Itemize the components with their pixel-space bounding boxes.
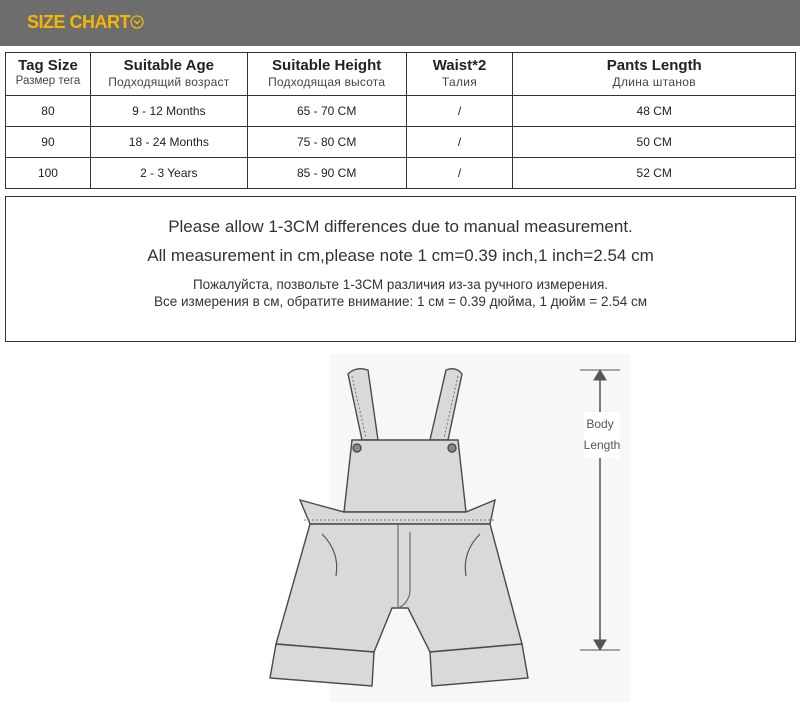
measure-label-body: Body bbox=[586, 417, 614, 431]
cell-height: 65 - 70 CM bbox=[247, 96, 406, 127]
measurement-notes bbox=[5, 196, 796, 342]
table-row bbox=[6, 127, 796, 158]
note-line: Please allow 1-3CM differences due to manual measurement. bbox=[168, 217, 633, 236]
left-leg-cuff bbox=[270, 644, 374, 686]
col-header-waist bbox=[406, 53, 513, 96]
table-row bbox=[6, 158, 796, 189]
measure-label-length: Length bbox=[583, 438, 621, 452]
col-header-sublabel: Талия bbox=[441, 75, 478, 89]
cell-tag-size: 90 bbox=[6, 127, 91, 158]
col-header-suitable-height bbox=[247, 53, 406, 96]
note-line: All measurement in cm,please note 1 cm=0.39 inch,1 inch=2.54 cm bbox=[147, 246, 654, 265]
cell-length: 48 CM bbox=[513, 96, 796, 127]
col-header-tag-size bbox=[6, 53, 91, 96]
cell-age: 18 - 24 Months bbox=[90, 127, 247, 158]
col-header-label: Waist*2 bbox=[432, 57, 487, 74]
col-header-label: Pants Length bbox=[606, 57, 702, 74]
cell-tag-size: 80 bbox=[6, 96, 91, 127]
size-chart-title: SIZE CHART bbox=[27, 12, 130, 32]
size-chart-header bbox=[0, 0, 800, 46]
bib bbox=[344, 440, 466, 512]
note-line: Все измерения в см, обратите внимание: 1 см = 0.39 дюйма, 1 дюйм = 2.54 см bbox=[153, 294, 648, 309]
col-header-sublabel: Подходящая высота bbox=[268, 75, 386, 89]
table-row bbox=[6, 96, 796, 127]
cell-age: 2 - 3 Years bbox=[90, 158, 247, 189]
col-header-label: Suitable Height bbox=[272, 57, 382, 74]
cell-waist: / bbox=[406, 127, 513, 158]
note-line: Пожалуйста, позвольте 1-3СМ различия из-за ручного измерения. bbox=[192, 277, 609, 292]
cell-height: 75 - 80 CM bbox=[247, 127, 406, 158]
cell-waist: / bbox=[406, 158, 513, 189]
chevron-down-circle-icon bbox=[130, 15, 144, 29]
col-header-label: Tag Size bbox=[18, 57, 78, 74]
cell-length: 52 CM bbox=[513, 158, 796, 189]
cell-length: 50 CM bbox=[513, 127, 796, 158]
col-header-suitable-age bbox=[90, 53, 247, 96]
col-header-sublabel: Длина штанов bbox=[612, 75, 696, 89]
overalls-illustration bbox=[0, 352, 800, 708]
col-header-sublabel: Размер тега bbox=[15, 75, 81, 87]
col-header-pants-length bbox=[513, 53, 796, 96]
col-header-label: Suitable Age bbox=[123, 57, 214, 74]
cell-height: 85 - 90 CM bbox=[247, 158, 406, 189]
cell-age: 9 - 12 Months bbox=[90, 96, 247, 127]
table-header-row bbox=[6, 53, 796, 96]
cell-waist: / bbox=[406, 96, 513, 127]
right-button bbox=[448, 444, 456, 452]
cell-tag-size: 100 bbox=[6, 158, 91, 189]
right-leg-cuff bbox=[430, 644, 528, 686]
col-header-sublabel: Подходящий возраст bbox=[108, 75, 230, 89]
size-table bbox=[5, 52, 796, 189]
left-button bbox=[353, 444, 361, 452]
